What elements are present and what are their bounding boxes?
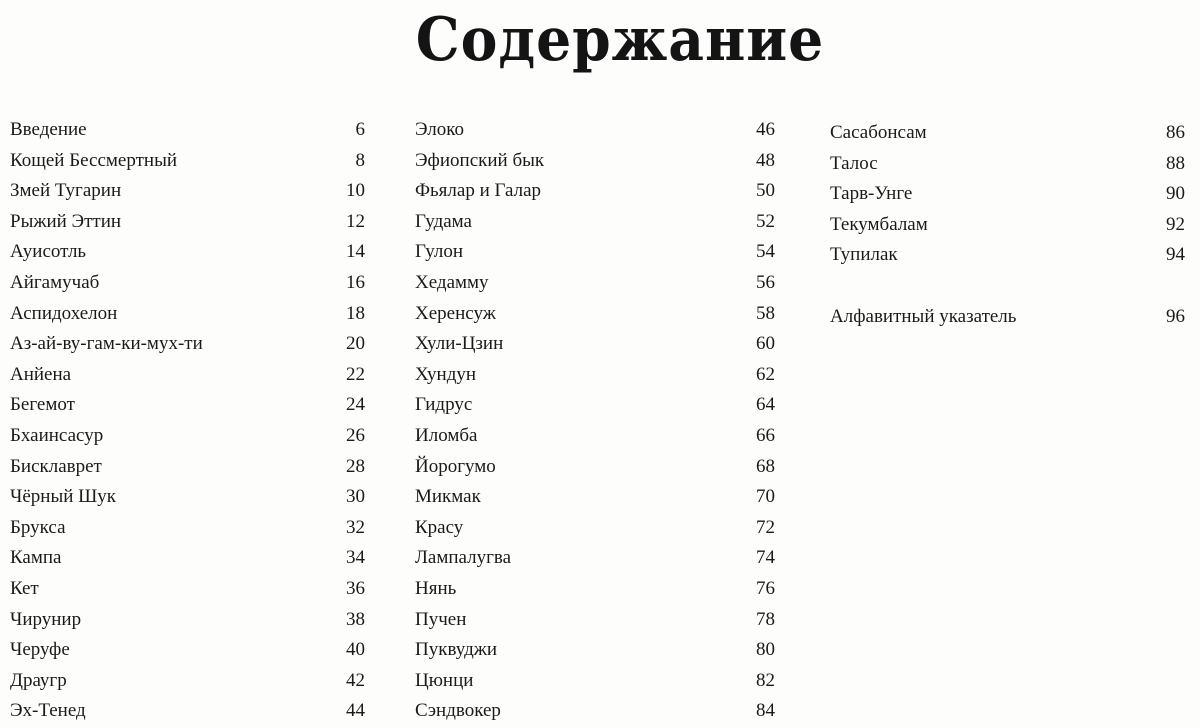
toc-entry[interactable] (10, 299, 365, 329)
toc-entry-page-number: 68 (756, 455, 775, 477)
toc-entry-page-number: 84 (756, 700, 775, 722)
toc-entry-page-number: 74 (756, 547, 775, 569)
toc-entry-title: Бхаинсасур (10, 425, 104, 446)
toc-entry[interactable] (415, 666, 775, 696)
toc-entry-title: Лампалугва (415, 547, 512, 569)
toc-entry-page-number: 6 (355, 119, 365, 140)
toc-entry[interactable] (10, 696, 365, 726)
toc-entry-title: Чирунир (10, 608, 82, 630)
toc-entry-title: Алфавитный указатель (830, 306, 1017, 327)
toc-entry-page-number: 44 (346, 700, 365, 722)
toc-entry[interactable] (415, 360, 775, 390)
toc-entry[interactable] (415, 237, 775, 267)
toc-entry[interactable] (415, 176, 775, 206)
toc-entry-page-number: 16 (346, 272, 365, 293)
toc-entry-title: Элоко (415, 119, 465, 140)
toc-entry[interactable] (10, 176, 365, 206)
toc-entry-page-number: 72 (756, 516, 775, 538)
toc-entry[interactable] (10, 268, 365, 298)
toc-entry-page-number: 78 (756, 608, 775, 630)
toc-entry[interactable] (415, 635, 775, 665)
toc-entry-page-number: 40 (346, 639, 365, 661)
toc-entry[interactable] (415, 543, 775, 573)
toc-entry-title: Кощей Бессмертный (10, 149, 178, 171)
toc-entry-page-number: 36 (346, 578, 365, 599)
toc-entry[interactable] (10, 329, 365, 359)
toc-entry-page-number: 48 (756, 149, 775, 171)
toc-entry-title: Кет (10, 578, 39, 599)
toc-entry-page-number: 70 (756, 486, 775, 508)
toc-entry-page-number: 82 (756, 669, 775, 691)
toc-entry-page-number: 64 (756, 394, 775, 416)
toc-entry-page-number: 8 (355, 149, 365, 171)
toc-entry-page-number: 38 (346, 608, 365, 630)
toc-entry-title: Текумбалам (830, 213, 928, 235)
toc-entry-page-number: 50 (756, 180, 775, 202)
toc-entry-title: Гидрус (415, 394, 473, 416)
toc-entry-title: Фьялар и Галар (415, 180, 542, 202)
toc-entry-title: Гулон (415, 241, 464, 263)
toc-entry-page-number: 90 (1166, 183, 1185, 205)
toc-entry-page-number: 10 (346, 180, 365, 202)
toc-entry[interactable] (415, 452, 775, 482)
toc-entry[interactable] (10, 635, 365, 665)
toc-entry-title: Пучен (415, 608, 467, 630)
toc-entry[interactable] (10, 482, 365, 512)
toc-entry[interactable] (10, 421, 365, 451)
toc-entry-title: Рыжий Эттин (10, 210, 122, 232)
toc-entry-title: Брукса (10, 516, 66, 538)
toc-entry-page-number: 94 (1166, 244, 1185, 266)
toc-entry-page-number: 26 (346, 425, 365, 446)
toc-entry-page-number: 42 (346, 669, 365, 691)
page-title: Содержание (415, 5, 825, 75)
toc-entry[interactable] (415, 390, 775, 420)
toc-entry-page-number: 30 (346, 486, 365, 508)
toc-entry[interactable] (415, 299, 775, 329)
toc-entry-title: Гудама (415, 210, 472, 232)
toc-entry-title: Нянь (415, 578, 457, 599)
toc-entry-page-number: 58 (756, 302, 775, 324)
toc-entry-title: Эх-Тенед (10, 700, 86, 722)
toc-entry[interactable] (415, 329, 775, 359)
toc-entry-title: Змей Тугарин (10, 180, 122, 202)
toc-entry-title: Бисклаврет (10, 455, 102, 477)
toc-entry-title: Иломба (415, 425, 478, 446)
toc-entry-page-number: 12 (346, 210, 365, 232)
toc-entry[interactable] (10, 207, 365, 237)
toc-entry-page-number: 20 (346, 333, 365, 355)
toc-entry-title: Сасабонсам (830, 122, 927, 143)
toc-entry[interactable] (830, 240, 1185, 270)
toc-entry-title: Тупилак (830, 244, 898, 266)
toc-entry-title: Эфиопский бык (415, 149, 545, 171)
toc-entry-title: Цюнци (415, 669, 474, 691)
toc-entry[interactable] (830, 179, 1185, 209)
toc-entry[interactable] (415, 115, 775, 145)
toc-entry-page-number: 32 (346, 516, 365, 538)
toc-entry-title: Херенсуж (415, 302, 496, 324)
toc-entry-page-number: 52 (756, 210, 775, 232)
toc-entry-page-number: 34 (346, 547, 365, 569)
toc-entry-page-number: 22 (346, 363, 365, 385)
toc-entry-page-number: 76 (756, 578, 775, 599)
toc-entry-page-number: 24 (346, 394, 365, 416)
toc-entry-title: Хули-Цзин (415, 333, 504, 355)
toc-entry[interactable] (830, 210, 1185, 240)
toc-entry[interactable] (10, 452, 365, 482)
toc-entry-title: Айгамучаб (10, 272, 100, 293)
toc-entry[interactable] (415, 207, 775, 237)
toc-entry[interactable] (415, 421, 775, 451)
toc-entry-page-number: 88 (1166, 152, 1185, 174)
toc-entry-page-number: 80 (756, 639, 775, 661)
toc-entry-title: Драугр (10, 669, 67, 691)
toc-entry-title: Хундун (415, 363, 477, 385)
toc-entry[interactable] (415, 513, 775, 543)
toc-entry-title: Красу (415, 516, 464, 538)
toc-entry[interactable] (10, 605, 365, 635)
toc-entry[interactable] (415, 574, 775, 604)
toc-entry[interactable] (10, 543, 365, 573)
toc-entry-title: Хедамму (415, 272, 489, 293)
toc-entry[interactable] (830, 149, 1185, 179)
toc-entry-title: Черуфе (10, 639, 70, 661)
toc-entry-page-number: 14 (346, 241, 365, 263)
toc-entry-title: Йорогумо (415, 455, 496, 477)
toc-entry-title: Анйена (10, 363, 72, 385)
toc-entry-title: Сэндвокер (415, 700, 501, 722)
toc-entry[interactable] (10, 360, 365, 390)
toc-entry-page-number: 66 (756, 425, 775, 446)
toc-entry-page-number: 92 (1166, 213, 1185, 235)
toc-entry-title: Бегемот (10, 394, 75, 416)
toc-entry-title: Аз-ай-ву-гам-ки-мух-ти (10, 333, 203, 355)
toc-entry-title: Пуквуджи (415, 639, 498, 661)
toc-entry[interactable] (10, 513, 365, 543)
toc-entry[interactable] (415, 146, 775, 176)
toc-entry[interactable] (415, 268, 775, 298)
toc-entry[interactable] (415, 696, 775, 726)
toc-entry[interactable] (10, 666, 365, 696)
toc-entry-page-number: 28 (346, 455, 365, 477)
toc-entry[interactable] (10, 237, 365, 267)
toc-entry[interactable] (415, 605, 775, 635)
toc-entry[interactable] (10, 574, 365, 604)
toc-entry-page-number: 56 (756, 272, 775, 293)
toc-entry-title: Аспидохелон (10, 302, 118, 324)
toc-entry-page-number: 86 (1166, 122, 1185, 143)
toc-entry-title: Талос (830, 152, 878, 174)
toc-entry[interactable] (10, 390, 365, 420)
toc-entry[interactable] (830, 302, 1185, 332)
toc-entry-page-number: 18 (346, 302, 365, 324)
toc-entry-title: Тарв-Унге (830, 183, 913, 205)
toc-entry-page-number: 62 (756, 363, 775, 385)
toc-entry[interactable] (10, 115, 365, 145)
toc-entry[interactable] (10, 146, 365, 176)
toc-entry-title: Чёрный Шук (10, 486, 117, 508)
toc-entry-page-number: 96 (1166, 306, 1185, 327)
toc-entry[interactable] (415, 482, 775, 512)
toc-entry[interactable] (830, 118, 1185, 148)
toc-entry-page-number: 60 (756, 333, 775, 355)
toc-entry-page-number: 46 (756, 119, 775, 140)
toc-entry-title: Ауисотль (10, 241, 87, 263)
toc-entry-title: Введение (10, 119, 87, 140)
toc-entry-title: Микмак (415, 486, 481, 508)
toc-entry-page-number: 54 (756, 241, 775, 263)
toc-entry-title: Кампа (10, 547, 62, 569)
